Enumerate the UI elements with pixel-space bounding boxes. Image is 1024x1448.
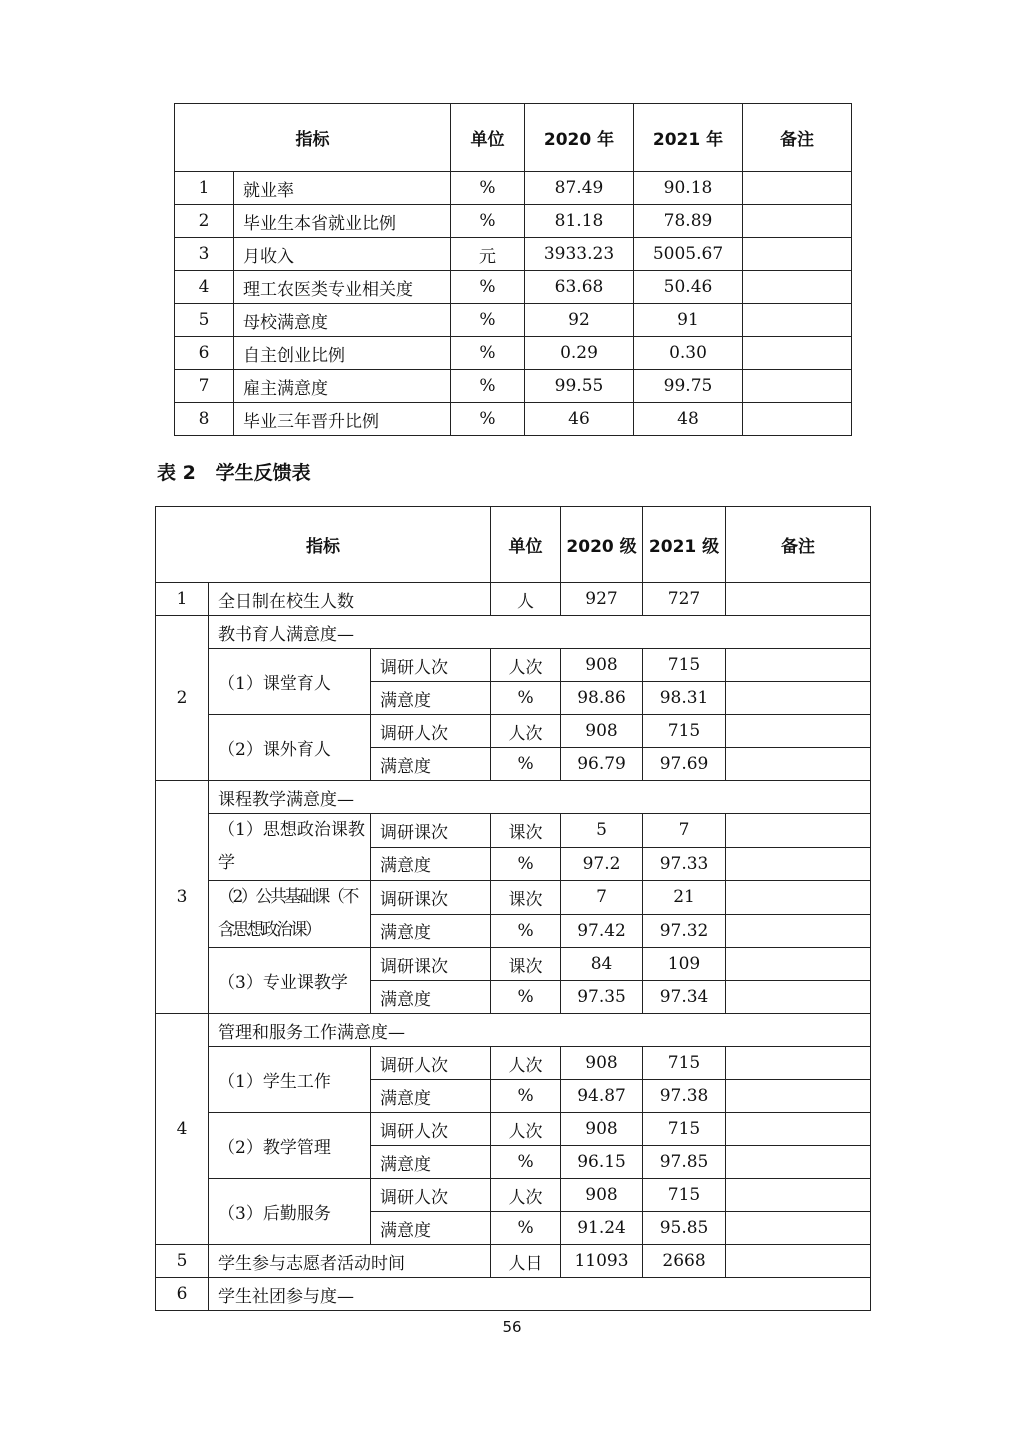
row-value-2021: 97.69 xyxy=(643,748,726,781)
row-unit: 课次 xyxy=(491,948,561,981)
row-note xyxy=(726,1179,871,1212)
row-unit: % xyxy=(491,914,561,948)
row-value-2021: 21 xyxy=(643,881,726,915)
row-value-2021: 5005.67 xyxy=(634,238,743,271)
row-unit: % xyxy=(491,981,561,1014)
row-name: 母校满意度 xyxy=(234,304,451,337)
row-note xyxy=(743,271,852,304)
table-row xyxy=(175,238,852,271)
row-unit: 课次 xyxy=(491,881,561,915)
row-note xyxy=(726,682,871,715)
row-number: 2 xyxy=(175,205,234,238)
row-value-2021: 90.18 xyxy=(634,172,743,205)
header-2021: 2021 年 xyxy=(634,104,743,172)
row-value-2020: 3933.23 xyxy=(525,238,634,271)
row-value-2020: 99.55 xyxy=(525,370,634,403)
header-indicator: 指标 xyxy=(156,507,491,583)
row-value-2020: 92 xyxy=(525,304,634,337)
row-value-2021: 97.32 xyxy=(643,914,726,948)
row-note xyxy=(743,172,852,205)
row-note xyxy=(743,403,852,436)
sub-metric: 调研人次 xyxy=(371,1113,491,1146)
table-row xyxy=(156,948,871,981)
row-value-2020: 7 xyxy=(561,881,643,915)
sub-name: （2）教学管理 xyxy=(209,1113,371,1179)
row-value-2021: 97.34 xyxy=(643,981,726,1014)
group-title: 教书育人满意度— xyxy=(209,616,871,649)
row-unit: % xyxy=(491,682,561,715)
table-row xyxy=(156,1179,871,1212)
row-note xyxy=(726,881,871,915)
sub-name: （2）公共基础课（不含思想政治课） xyxy=(209,881,371,948)
header-2020: 2020 年 xyxy=(525,104,634,172)
group-title: 学生社团参与度— xyxy=(209,1278,871,1311)
header-2020: 2020 级 xyxy=(561,507,643,583)
sub-metric: 调研课次 xyxy=(371,948,491,981)
row-note xyxy=(726,814,871,848)
row-note xyxy=(726,1080,871,1113)
row-number: 5 xyxy=(175,304,234,337)
sub-name: （2）课外育人 xyxy=(209,715,371,781)
row-unit: % xyxy=(451,205,525,238)
row-note xyxy=(726,847,871,881)
row-value-2020: 97.2 xyxy=(561,847,643,881)
sub-metric: 调研课次 xyxy=(371,881,491,915)
table-row xyxy=(175,403,852,436)
row-unit: 人日 xyxy=(491,1245,561,1278)
row-note xyxy=(743,370,852,403)
page-number: 56 xyxy=(502,1318,522,1336)
header-indicator: 指标 xyxy=(175,104,451,172)
header-unit: 单位 xyxy=(451,104,525,172)
table-row xyxy=(156,1245,871,1278)
group-title: 课程教学满意度— xyxy=(209,781,871,814)
group-title: 管理和服务工作满意度— xyxy=(209,1014,871,1047)
row-note xyxy=(726,1047,871,1080)
table-row xyxy=(156,1047,871,1080)
row-unit: 元 xyxy=(451,238,525,271)
row-note xyxy=(726,748,871,781)
row-value-2021: 97.38 xyxy=(643,1080,726,1113)
row-value-2020: 46 xyxy=(525,403,634,436)
row-note xyxy=(726,948,871,981)
header-2021: 2021 级 xyxy=(643,507,726,583)
sub-metric: 满意度 xyxy=(371,1212,491,1245)
row-value-2021: 715 xyxy=(643,1047,726,1080)
row-note xyxy=(743,337,852,370)
table-row xyxy=(156,583,871,616)
employment-table xyxy=(174,103,852,436)
header-note: 备注 xyxy=(743,104,852,172)
row-note xyxy=(726,1212,871,1245)
row-value-2021: 91 xyxy=(634,304,743,337)
row-value-2020: 87.49 xyxy=(525,172,634,205)
row-value-2020: 908 xyxy=(561,649,643,682)
row-value-2021: 2668 xyxy=(643,1245,726,1278)
row-value-2021: 715 xyxy=(643,1179,726,1212)
row-unit: % xyxy=(451,403,525,436)
row-number: 4 xyxy=(175,271,234,304)
row-number: 4 xyxy=(156,1014,209,1245)
sub-metric: 调研人次 xyxy=(371,715,491,748)
row-name: 全日制在校生人数 xyxy=(209,583,491,616)
row-value-2020: 0.29 xyxy=(525,337,634,370)
table-row xyxy=(175,337,852,370)
row-note xyxy=(726,649,871,682)
row-value-2020: 927 xyxy=(561,583,643,616)
sub-name: （1）思想政治课教学 xyxy=(209,814,371,881)
row-value-2021: 715 xyxy=(643,715,726,748)
row-value-2021: 78.89 xyxy=(634,205,743,238)
row-number: 3 xyxy=(156,781,209,1014)
row-value-2020: 81.18 xyxy=(525,205,634,238)
group-title-row xyxy=(156,1278,871,1311)
row-number: 7 xyxy=(175,370,234,403)
row-name: 毕业三年晋升比例 xyxy=(234,403,451,436)
row-note xyxy=(726,981,871,1014)
table-header-row xyxy=(156,507,871,583)
row-number: 1 xyxy=(175,172,234,205)
sub-metric: 满意度 xyxy=(371,748,491,781)
row-value-2020: 91.24 xyxy=(561,1212,643,1245)
row-value-2021: 109 xyxy=(643,948,726,981)
row-note xyxy=(726,1113,871,1146)
group-title-row xyxy=(156,616,871,649)
row-value-2020: 97.35 xyxy=(561,981,643,1014)
row-name: 自主创业比例 xyxy=(234,337,451,370)
table-row xyxy=(156,814,871,848)
sub-metric: 满意度 xyxy=(371,1080,491,1113)
row-unit: % xyxy=(451,271,525,304)
group-title-row xyxy=(156,1014,871,1047)
row-unit: 课次 xyxy=(491,814,561,848)
row-unit: % xyxy=(491,1080,561,1113)
row-unit: 人次 xyxy=(491,649,561,682)
row-name: 学生参与志愿者活动时间 xyxy=(209,1245,491,1278)
row-note xyxy=(726,1146,871,1179)
row-value-2021: 97.85 xyxy=(643,1146,726,1179)
row-value-2021: 715 xyxy=(643,1113,726,1146)
row-unit: % xyxy=(451,370,525,403)
sub-metric: 满意度 xyxy=(371,1146,491,1179)
sub-metric: 满意度 xyxy=(371,847,491,881)
row-value-2021: 50.46 xyxy=(634,271,743,304)
row-number: 6 xyxy=(175,337,234,370)
table-row xyxy=(156,649,871,682)
row-unit: 人次 xyxy=(491,1113,561,1146)
row-unit: % xyxy=(491,1146,561,1179)
row-value-2021: 0.30 xyxy=(634,337,743,370)
sub-metric: 调研课次 xyxy=(371,814,491,848)
row-name: 月收入 xyxy=(234,238,451,271)
row-value-2020: 96.79 xyxy=(561,748,643,781)
table2-caption: 表 2 学生反馈表 xyxy=(157,462,311,484)
row-unit: % xyxy=(451,304,525,337)
sub-metric: 调研人次 xyxy=(371,1179,491,1212)
row-note xyxy=(726,583,871,616)
sub-metric: 调研人次 xyxy=(371,649,491,682)
row-value-2020: 84 xyxy=(561,948,643,981)
row-unit: 人次 xyxy=(491,1047,561,1080)
table-row xyxy=(175,370,852,403)
row-note xyxy=(726,715,871,748)
header-note: 备注 xyxy=(726,507,871,583)
row-value-2020: 98.86 xyxy=(561,682,643,715)
row-unit: % xyxy=(491,748,561,781)
sub-metric: 满意度 xyxy=(371,914,491,948)
row-value-2020: 5 xyxy=(561,814,643,848)
table-row xyxy=(156,715,871,748)
row-note xyxy=(743,238,852,271)
sub-metric: 满意度 xyxy=(371,682,491,715)
row-unit: % xyxy=(451,172,525,205)
table-row xyxy=(156,1113,871,1146)
table-header-row xyxy=(175,104,852,172)
row-name: 雇主满意度 xyxy=(234,370,451,403)
row-unit: % xyxy=(491,847,561,881)
group-title-row xyxy=(156,781,871,814)
row-value-2020: 908 xyxy=(561,715,643,748)
row-value-2021: 715 xyxy=(643,649,726,682)
table-row xyxy=(175,304,852,337)
sub-name: （3）专业课教学 xyxy=(209,948,371,1014)
row-unit: % xyxy=(491,1212,561,1245)
row-value-2021: 727 xyxy=(643,583,726,616)
row-value-2020: 96.15 xyxy=(561,1146,643,1179)
row-value-2020: 908 xyxy=(561,1113,643,1146)
row-unit: 人次 xyxy=(491,715,561,748)
row-value-2020: 97.42 xyxy=(561,914,643,948)
table-row xyxy=(156,881,871,915)
row-number: 2 xyxy=(156,616,209,781)
row-name: 就业率 xyxy=(234,172,451,205)
sub-name: （1）学生工作 xyxy=(209,1047,371,1113)
row-value-2020: 63.68 xyxy=(525,271,634,304)
row-value-2021: 98.31 xyxy=(643,682,726,715)
sub-name: （3）后勤服务 xyxy=(209,1179,371,1245)
sub-name: （1）课堂育人 xyxy=(209,649,371,715)
row-number: 6 xyxy=(156,1278,209,1311)
row-name: 理工农医类专业相关度 xyxy=(234,271,451,304)
row-note xyxy=(726,914,871,948)
row-value-2021: 95.85 xyxy=(643,1212,726,1245)
row-number: 8 xyxy=(175,403,234,436)
header-unit: 单位 xyxy=(491,507,561,583)
table-row xyxy=(175,271,852,304)
row-number: 5 xyxy=(156,1245,209,1278)
row-note xyxy=(743,205,852,238)
row-value-2021: 7 xyxy=(643,814,726,848)
row-note xyxy=(743,304,852,337)
row-value-2020: 11093 xyxy=(561,1245,643,1278)
row-name: 毕业生本省就业比例 xyxy=(234,205,451,238)
row-value-2020: 908 xyxy=(561,1047,643,1080)
row-value-2020: 908 xyxy=(561,1179,643,1212)
row-unit: % xyxy=(451,337,525,370)
row-note xyxy=(726,1245,871,1278)
sub-metric: 调研人次 xyxy=(371,1047,491,1080)
row-number: 3 xyxy=(175,238,234,271)
sub-metric: 满意度 xyxy=(371,981,491,1014)
row-value-2020: 94.87 xyxy=(561,1080,643,1113)
student-feedback-table xyxy=(155,506,871,1311)
table-row xyxy=(175,172,852,205)
table-row xyxy=(175,205,852,238)
row-number: 1 xyxy=(156,583,209,616)
row-unit: 人次 xyxy=(491,1179,561,1212)
row-value-2021: 97.33 xyxy=(643,847,726,881)
row-value-2021: 99.75 xyxy=(634,370,743,403)
row-unit: 人 xyxy=(491,583,561,616)
row-value-2021: 48 xyxy=(634,403,743,436)
